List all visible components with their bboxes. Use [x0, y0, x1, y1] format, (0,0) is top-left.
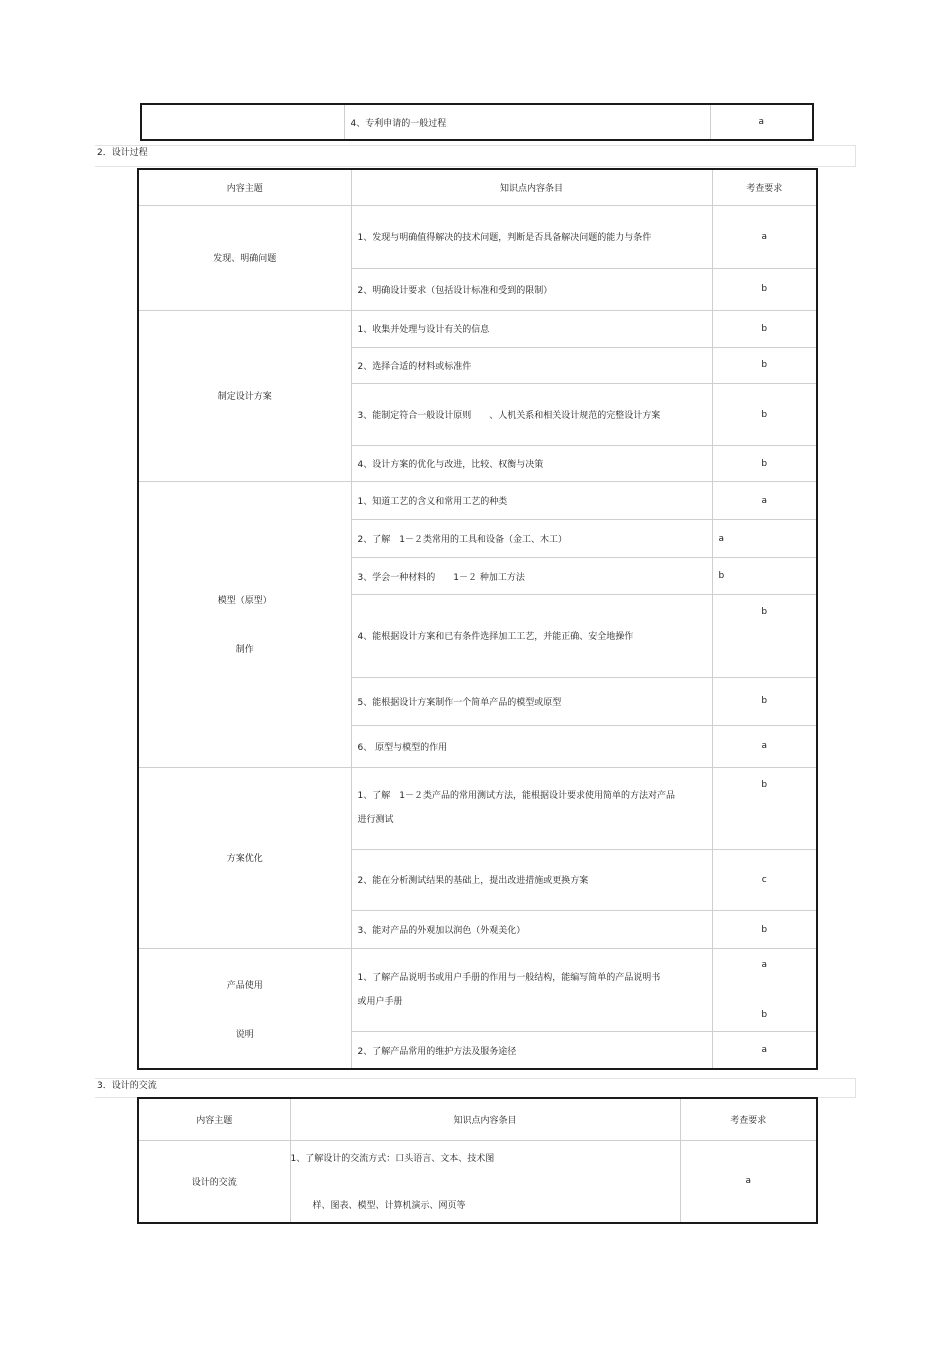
header-topic: 内容主题 — [138, 169, 351, 205]
top-item: 4、专利申请的一般过程 — [344, 104, 710, 140]
table-row-item-line1: 1、了解 1－２类产品的常用测试方法，能根据设计要求使用简单的方法对产品 — [357, 791, 675, 802]
group-topic-line1: 产品使用 — [226, 980, 263, 991]
table-row-item: 3、能对产品的外观加以润色（外观美化） — [351, 911, 712, 949]
section2-heading-line — [95, 145, 856, 167]
row-level: a — [680, 1140, 817, 1223]
table-row-level: a — [712, 482, 817, 520]
group-topic-line1: 模型（原型） — [217, 596, 272, 607]
top-table — [140, 103, 814, 141]
table-row-level: b — [712, 383, 817, 445]
table-row-level: b — [712, 911, 817, 949]
section3-heading-line — [95, 1078, 856, 1098]
table-row-item-line1: 1、了解产品说明书或用户手册的作用与一般结构，能编写简单的产品说明书 — [357, 973, 661, 984]
table-row-level: a — [712, 520, 817, 558]
group-topic — [138, 482, 351, 768]
table-row-item: 5、能根据设计方案制作一个简单产品的模型或原型 — [351, 677, 712, 725]
table-row-item: 4、设计方案的优化与改进，比较、权衡与决策 — [351, 446, 712, 482]
section3-heading: 3．设计的交流 — [97, 1081, 157, 1091]
group-topic-line2: 说明 — [235, 1029, 254, 1040]
group-topic: 发现、明确问题 — [138, 205, 351, 310]
header-req: 考查要求 — [680, 1098, 817, 1140]
table-row-level: b — [712, 446, 817, 482]
group-topic — [138, 949, 351, 1069]
table-row-level: b — [712, 677, 817, 725]
table-row-level: b — [712, 347, 817, 383]
table-row-level: b — [712, 268, 817, 310]
header-req: 考查要求 — [712, 169, 817, 205]
table-row-level: b — [712, 767, 817, 849]
table-row-item: 2、了解 1－２类常用的工具和设备（金工、木工） — [351, 520, 712, 558]
table-row-item: 1、发现与明确值得解决的技术问题，判断是否具备解决问题的能力与条件 — [351, 205, 712, 268]
table-row-level: c — [712, 849, 817, 910]
table-row-level: b — [712, 558, 817, 595]
table-row-item: 2、能在分析测试结果的基础上，提出改进措施或更换方案 — [351, 849, 712, 910]
table-row-level: b — [712, 310, 817, 347]
top-level: a — [710, 104, 813, 140]
table-row-level: b — [712, 595, 817, 677]
table-row-item — [351, 949, 712, 1032]
table-row-item: 3、学会一种材料的 1－２ 种加工方法 — [351, 558, 712, 595]
level-b: b — [761, 1010, 768, 1021]
design-communication-table — [137, 1097, 818, 1224]
section2-heading: 2．设计过程 — [97, 148, 148, 158]
table-row-item: 4、能根据设计方案和已有条件选择加工工艺，并能正确、安全地操作 — [351, 595, 712, 677]
group-topic: 方案优化 — [138, 767, 351, 948]
table-row-level: a — [712, 1032, 817, 1069]
header-topic: 内容主题 — [138, 1098, 290, 1140]
table-row-item — [351, 767, 712, 849]
header-items: 知识点内容条目 — [351, 169, 712, 205]
group-topic-line2: 制作 — [235, 645, 254, 656]
design-process-table — [137, 168, 818, 1070]
top-topic-cell — [141, 104, 344, 140]
row-item — [290, 1140, 680, 1223]
table-row-item-line2: 进行测试 — [357, 815, 394, 826]
table-row-item: 1、知道工艺的含义和常用工艺的种类 — [351, 482, 712, 520]
table-row-item: 2、选择合适的材料或标准件 — [351, 347, 712, 383]
group-topic: 制定设计方案 — [138, 310, 351, 481]
header-items: 知识点内容条目 — [290, 1098, 680, 1140]
row-item-line1: 1、了解设计的交流方式：口头语言、文本、技术图 — [290, 1153, 495, 1164]
table-row-item: 1、收集并处理与设计有关的信息 — [351, 310, 712, 347]
table-row-item: 6、 原型与模型的作用 — [351, 725, 712, 767]
level-a: a — [761, 960, 767, 971]
row-topic: 设计的交流 — [138, 1140, 290, 1223]
table-row-level: a — [712, 725, 817, 767]
row-item-line2: 样、图表、模型、计算机演示、网页等 — [312, 1200, 466, 1211]
table-row-item: 3、能制定符合一般设计原则 、人机关系和相关设计规范的完整设计方案 — [351, 383, 712, 445]
table-row-item: 2、了解产品常用的维护方法及服务途径 — [351, 1032, 712, 1069]
table-row-level — [712, 949, 817, 1032]
table-row-item: 2、明确设计要求（包括设计标准和受到的限制） — [351, 268, 712, 310]
table-row-level: a — [712, 205, 817, 268]
table-row-item-line2: 或用户手册 — [357, 997, 403, 1008]
